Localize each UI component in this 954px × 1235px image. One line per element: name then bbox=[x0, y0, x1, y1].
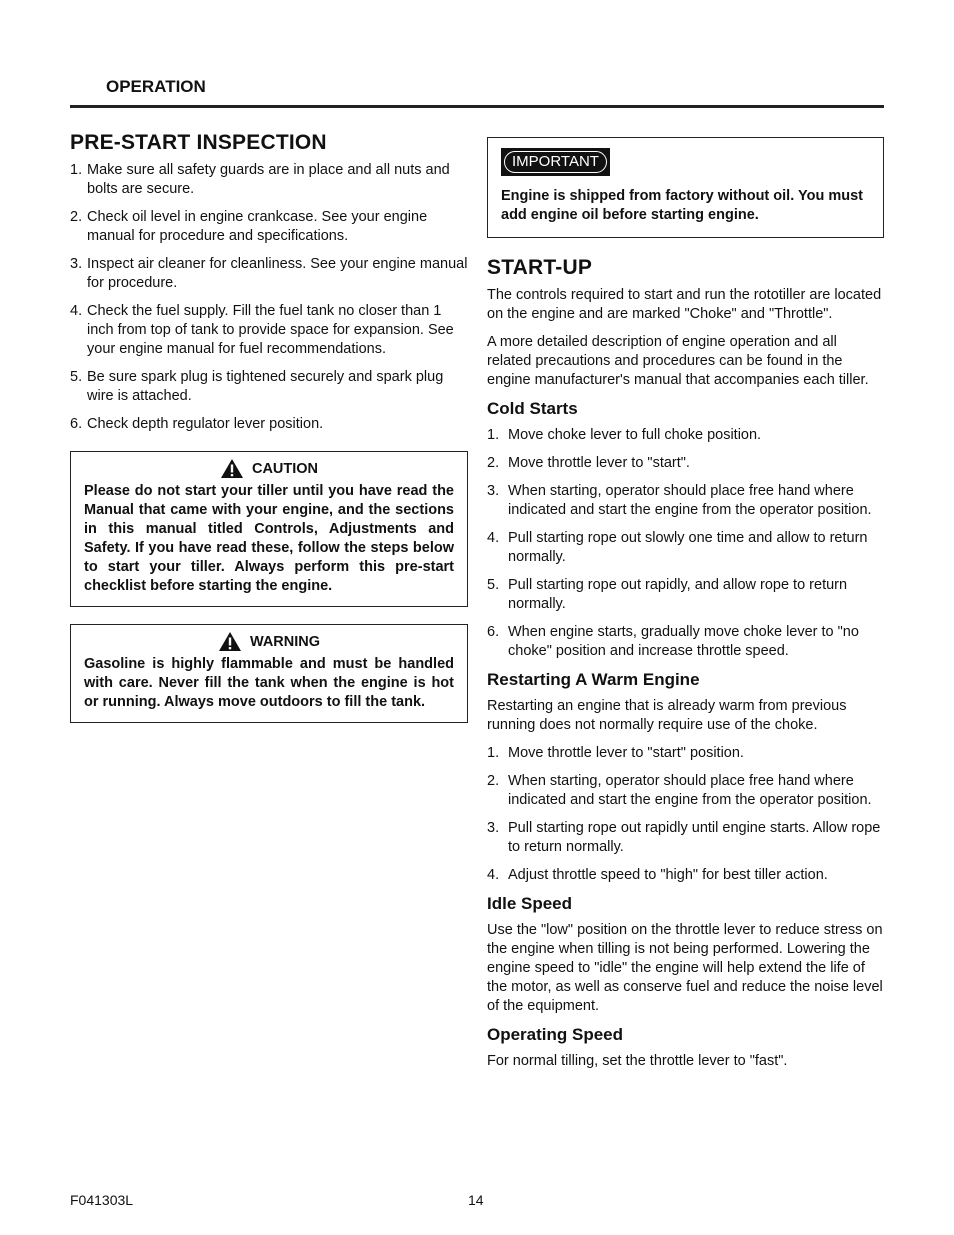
warm-engine-title: Restarting A Warm Engine bbox=[487, 670, 700, 689]
pre-start-title: PRE-START INSPECTION bbox=[70, 131, 327, 154]
pre-start-steps bbox=[70, 161, 468, 434]
list-item: 3. Inspect air cleaner for cleanliness. See your engine manual for procedure. bbox=[70, 256, 468, 291]
list-item: 3. Pull starting rope out rapidly until engine starts. Allow rope to return normally. bbox=[487, 820, 881, 855]
important-badge: IMPORTANT bbox=[501, 148, 610, 176]
important-text: Engine is shipped from factory without oil. You must add engine oil before starting engine. bbox=[501, 188, 863, 223]
caution-text: Please do not start your tiller until you have read the Manual that came with your engine, and the sections in this manual titled Controls, Adjustments and Safety. If you have read these, follow the steps below to start your tiller. Always perform this pre-start checklist before starting the engine. bbox=[84, 483, 454, 594]
document-code: F041303L bbox=[70, 1192, 134, 1208]
operating-speed-title: Operating Speed bbox=[487, 1025, 624, 1044]
list-item: 2. Move throttle lever to "start". bbox=[487, 455, 690, 471]
warning-triangle-icon bbox=[218, 631, 242, 652]
list-item: 5. Be sure spark plug is tightened securely and spark plug wire is attached. bbox=[70, 369, 444, 404]
left-column bbox=[70, 131, 468, 723]
list-item: 1. Move choke lever to full choke position. bbox=[487, 427, 762, 443]
warm-engine-intro: Restarting an engine that is already warm from previous running does not normally require use of the choke. bbox=[487, 698, 847, 733]
right-column bbox=[487, 137, 884, 1080]
list-item: 4. Pull starting rope out slowly one time and allow to return normally. bbox=[487, 530, 868, 565]
start-up-intro-2: A more detailed description of engine operation and all related precautions and procedures can be found in the engine manufacturer's manual that accompanies each tiller. bbox=[487, 334, 869, 388]
list-item: 4. Adjust throttle speed to "high" for best tiller action. bbox=[487, 867, 828, 883]
warm-engine-steps bbox=[487, 744, 884, 885]
important-box bbox=[487, 137, 884, 238]
list-item: 4. Check the fuel supply. Fill the fuel tank no closer than 1 inch from top of tank to provide space for expansion. See your engine manual for fuel recommendations. bbox=[70, 303, 454, 357]
operating-speed-text: For normal tilling, set the throttle lever to "fast". bbox=[487, 1053, 788, 1069]
warning-triangle-icon bbox=[220, 458, 244, 479]
list-item: 1. Make sure all safety guards are in place and all nuts and bolts are secure. bbox=[70, 162, 450, 197]
caution-label: CAUTION bbox=[251, 460, 319, 477]
cold-starts-steps bbox=[487, 426, 884, 661]
cold-starts-title: Cold Starts bbox=[487, 399, 578, 418]
start-up-title: START-UP bbox=[487, 256, 593, 279]
list-item: 2. Check oil level in engine crankcase. See your engine manual for procedure and specifications. bbox=[70, 209, 428, 244]
list-item: 6. When engine starts, gradually move choke lever to "no choke" position and increase throttle speed. bbox=[487, 624, 859, 659]
warning-text: Gasoline is highly flammable and must be handled with care. Never fill the tank when the engine is hot or running. Always move outdoors to fill the tank. bbox=[84, 656, 454, 710]
list-item: 1. Move throttle lever to "start" position. bbox=[487, 745, 744, 761]
caution-box bbox=[70, 451, 468, 607]
page-number: 14 bbox=[468, 1192, 484, 1208]
warning-label: WARNING bbox=[249, 633, 321, 650]
list-item: 6. Check depth regulator lever position. bbox=[70, 416, 324, 432]
section-label: OPERATION bbox=[106, 77, 206, 96]
list-item: 3. When starting, operator should place free hand where indicated and start the engine from the operator position. bbox=[487, 483, 872, 518]
list-item: 5. Pull starting rope out rapidly, and allow rope to return normally. bbox=[487, 577, 848, 612]
idle-speed-title: Idle Speed bbox=[487, 894, 573, 913]
header-rule bbox=[70, 105, 884, 108]
start-up-intro-1: The controls required to start and run the rototiller are located on the engine and are marked "Choke" and "Throttle". bbox=[487, 287, 882, 322]
list-item: 2. When starting, operator should place free hand where indicated and start the engine from the operator position. bbox=[487, 773, 872, 808]
idle-speed-text: Use the "low" position on the throttle lever to reduce stress on the engine when tilling is not being performed. Lowering the engine speed to "idle" the engine will help extend the life of the motor, as well as conserve fuel and reduce the noise level of the equipment. bbox=[487, 922, 883, 1014]
warning-box bbox=[70, 624, 468, 723]
